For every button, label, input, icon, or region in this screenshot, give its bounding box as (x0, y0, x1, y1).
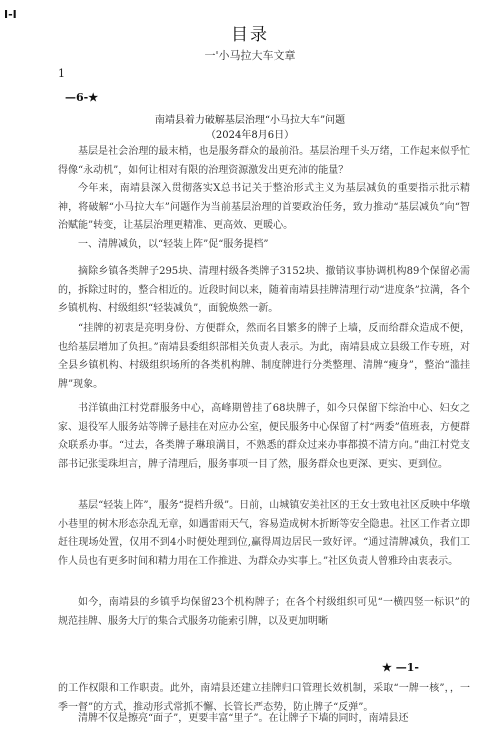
paragraph-intro: 基层是社会治理的最末梢，也是服务群众的最前沿。基层治理千头万绪，工作起来似乎忙得像“永动机”，如何让相对有限的治理资源激发出更充沛的能量？ (58, 146, 470, 176)
paragraph-example-community: 基层“轻装上阵”，服务“提档升级”。日前，山城镇安美社区的王女士致电社区反映中华墩小巷里的树木形态杂乱无章，如遇雷雨天气，容易造成树木折断等安全隐患。社区工作者立即赶往现场处置，仅用不到4小时便处理到位,赢得周边居民一致好评。“通过清牌减负，我们工作人员也有更多时间和精力用在工作推进、为群众办实事上。”社区负责人曾雅玲由衷表示。 (58, 500, 470, 567)
paragraph-background: 今年来，南靖县深入贯彻落实X总书记关于整治形式主义为基层减负的重要指示批示精神，将破解“小马拉大车”问题作为当前基层治理的首要政治任务，致力推动“基层减负”向“智治赋能”转变，让基层治理更精准、更高效、更暖心。 (58, 183, 470, 232)
paragraph-mechanism: 的工作权限和工作职责。此外，南靖县还建立挂牌归口管理长效机制，采取“一牌一核”，，一季一督”的方式，推动形式常抓不懈、长管长严态势，防止牌子“反弹”。 (58, 683, 470, 713)
paragraph-example-village: 书洋镇曲江村党群服务中心，高峰期曾挂了68块牌子，如今只保留下综治中心、妇女之家、退役军人服务站等牌子悬挂在对应办公室，便民服务中心保留了村“两委”值班表，方便群众联系办事。“过去，各类牌子琳琅满目，不熟悉的群众过来办事都摸不清方向。”曲江村党支部书记张雯珠坦言，牌子清理后，服务事项一目了然，服务群众也更深、更实、更到位。 (58, 403, 470, 470)
paragraph-reason: “挂牌的初衷是亮明身份、方便群众，然而名目繁多的牌子上墙，反而给群众造成不便，也给基层增加了负担。”南靖县委组织部相关负责人表示。为此，南靖县成立县级工作专班，对全县乡镇机构、村级组织场所的各类机构牌、制度牌进行分类整理、清牌“瘦身”，整治“滥挂牌”现象。 (58, 323, 470, 390)
article-title: 南靖县着力破解基层治理“小马拉大车”问题 (154, 115, 346, 126)
corner-mark: I-I (4, 8, 17, 21)
page-mark-bottom: ★ —1- (382, 661, 419, 674)
article-date: （2024年8月6日） (205, 130, 295, 141)
paragraph-removal: 摘除乡镇各类牌子295块、清理村级各类牌子3152块、撤销议事协调机构89个保留必需的，拆除过时的，整合相近的。近段时间以来，随着南靖县挂牌清理行动“进度条”拉满，各个乡镇机构、村级组织“轻装减负”，面貌焕然一新。 (58, 266, 470, 315)
paragraph-current: 如今，南靖县的乡镇乎均保留23个机构牌子；在各个村级组织可见“一横四竖一标识”的规范挂牌、服务大厅的集合式服务功能索引牌，以及更加明晰 (58, 597, 470, 627)
paragraph-continuation: 清牌不仅是擦亮“面子”，更要丰富“里子”。在让牌子下墙的同时，南靖县还 (78, 713, 409, 724)
toc-title: 目录 (231, 25, 269, 45)
toc-subtitle: 一'小马拉大车文章 (204, 49, 296, 62)
toc-number: 1 (58, 67, 65, 80)
page-mark-top: —6-★ (65, 91, 99, 104)
section-heading: 一、清牌减负，以“轻装上阵”促“服务提档” (78, 239, 269, 250)
